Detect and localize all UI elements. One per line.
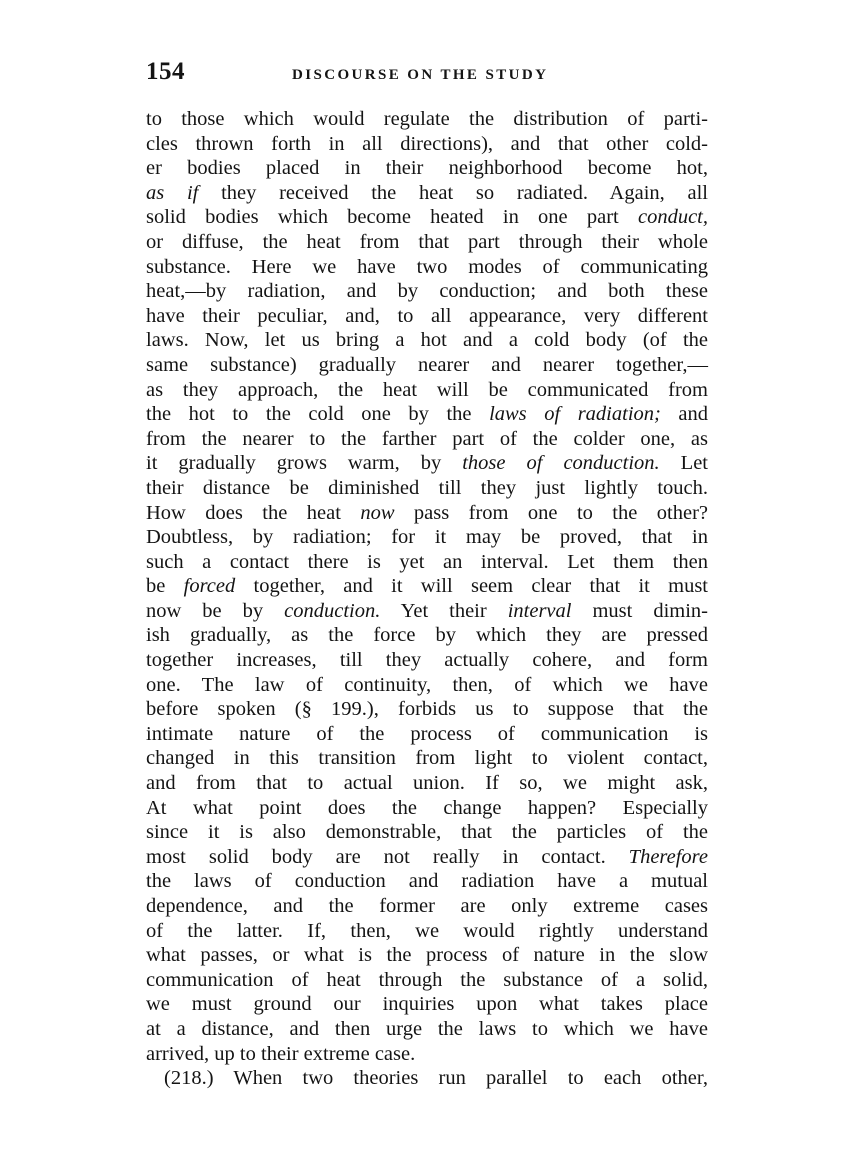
text-line — [146, 943, 708, 968]
text-line — [146, 771, 708, 796]
text-segment: from the nearer to the farther part of the colder one, as — [146, 427, 708, 450]
text-segment: since it is also demonstrable, that the particles of the — [146, 821, 708, 844]
text-segment: laws. Now, let us bring a hot and a cold body (of the — [146, 329, 708, 352]
text-segment: pass from one to the other? — [394, 501, 708, 524]
text-line — [146, 722, 708, 747]
text-segment: what passes, or what is the process of nature in the slow — [146, 944, 708, 967]
text-segment: at a distance, and then urge the laws to which we have — [146, 1017, 708, 1040]
text-line — [146, 427, 708, 452]
text-line — [146, 673, 708, 698]
text-line — [146, 992, 708, 1017]
text-segment: most solid body are not really in contact. — [146, 845, 629, 868]
text-line — [146, 746, 708, 771]
text-line — [146, 378, 708, 403]
text-segment: together, and it will seem clear that it must — [235, 575, 708, 598]
italic-text: laws of radiation; — [489, 403, 661, 426]
text-line — [146, 328, 708, 353]
text-line — [146, 1042, 708, 1067]
text-segment: Let — [659, 452, 708, 475]
text-line — [146, 132, 708, 157]
text-segment: and from that to actual union. If so, we might ask, — [146, 772, 708, 795]
text-line — [146, 550, 708, 575]
text-line — [146, 820, 708, 845]
text-line — [146, 869, 708, 894]
text-segment: changed in this transition from light to violent contact, — [146, 747, 708, 770]
italic-text: interval — [507, 599, 572, 622]
text-segment: before spoken (§ 199.), forbids us to suppose that the — [146, 698, 708, 721]
text-segment: their distance be diminished till they just lightly touch. — [146, 476, 708, 499]
text-line — [146, 894, 708, 919]
text-line — [146, 476, 708, 501]
text-segment: of the latter. If, then, we would rightly understand — [146, 919, 708, 942]
text-line — [146, 697, 708, 722]
running-head: DISCOURSE ON THE STUDY — [292, 67, 549, 83]
italic-text: Therefore — [628, 845, 708, 868]
text-segment: dependence, and the former are only extreme cases — [146, 895, 708, 917]
text-line — [146, 1066, 708, 1091]
text-line — [146, 353, 708, 378]
body-text — [146, 107, 708, 1091]
text-line — [146, 156, 708, 181]
text-segment: How does the heat — [146, 501, 361, 524]
text-segment: must dimin- — [571, 599, 708, 622]
text-segment: and — [660, 403, 708, 426]
text-line — [146, 255, 708, 280]
text-segment: be — [146, 575, 184, 598]
text-line — [146, 501, 708, 526]
italic-text: now — [360, 501, 395, 524]
text-line — [146, 451, 708, 476]
text-segment: er bodies placed in their neighborhood become hot, — [146, 157, 708, 180]
text-line — [146, 968, 708, 993]
text-segment: Yet their — [380, 599, 508, 622]
text-segment: together increases, till they actually cohere, and form — [146, 649, 708, 672]
text-segment: have their peculiar, and, to all appearance, very different — [146, 304, 708, 327]
italic-text: forced — [183, 575, 236, 598]
text-line — [146, 599, 708, 624]
text-segment: they received the heat so radiated. Again, all — [198, 181, 708, 204]
text-line — [146, 181, 708, 206]
text-line — [146, 230, 708, 255]
text-line — [146, 205, 708, 230]
text-segment: as they approach, the heat will be communicated from — [146, 378, 708, 401]
text-segment: ish gradually, as the force by which they are pressed — [146, 624, 708, 647]
text-segment: communication of heat through the substance of a solid, — [146, 968, 708, 991]
text-segment: the hot to the cold one by the — [146, 403, 490, 426]
text-segment: solid bodies which become heated in one part — [146, 206, 638, 229]
text-line — [146, 402, 708, 427]
text-segment: now be by — [146, 599, 285, 622]
text-segment: same substance) gradually nearer and nearer together,— — [146, 353, 708, 376]
text-segment: intimate nature of the process of communication is — [146, 722, 708, 745]
italic-text: conduct, — [637, 206, 708, 229]
text-segment: substance. Here we have two modes of communicating — [146, 255, 708, 278]
text-line — [146, 107, 708, 132]
text-segment: (218.) When two theories run parallel to each other, — [164, 1067, 708, 1090]
text-segment: arrived, up to their extreme case. — [146, 1042, 416, 1065]
text-line — [146, 304, 708, 329]
text-line — [146, 1017, 708, 1042]
text-segment: to those which would regulate the distribution of parti- — [146, 108, 708, 130]
italic-text: as if — [146, 181, 199, 204]
text-line — [146, 648, 708, 673]
text-segment: it gradually grows warm, by — [146, 452, 463, 475]
text-segment: the laws of conduction and radiation have a mutual — [146, 870, 708, 893]
page-number: 154 — [146, 58, 185, 85]
text-line — [146, 279, 708, 304]
page-header — [146, 58, 706, 98]
text-segment: or diffuse, the heat from that part through their whole — [146, 230, 708, 253]
text-segment: such a contact there is yet an interval. Let them then — [146, 550, 708, 573]
text-segment: one. The law of continuity, then, of which we have — [146, 673, 708, 696]
text-line — [146, 796, 708, 821]
italic-text: those of conduction. — [462, 452, 660, 475]
text-segment: At what point does the change happen? Especially — [146, 796, 708, 819]
text-segment: Doubtless, by radiation; for it may be proved, that in — [146, 526, 708, 549]
text-line — [146, 574, 708, 599]
text-line — [146, 919, 708, 944]
text-segment: heat,—by radiation, and by conduction; and both these — [146, 280, 708, 303]
text-line — [146, 525, 708, 550]
text-line — [146, 845, 708, 870]
text-segment: we must ground our inquiries upon what takes place — [146, 993, 708, 1016]
text-line — [146, 623, 708, 648]
text-segment: cles thrown forth in all directions), and that other cold- — [146, 132, 708, 155]
italic-text: conduction. — [284, 599, 381, 622]
